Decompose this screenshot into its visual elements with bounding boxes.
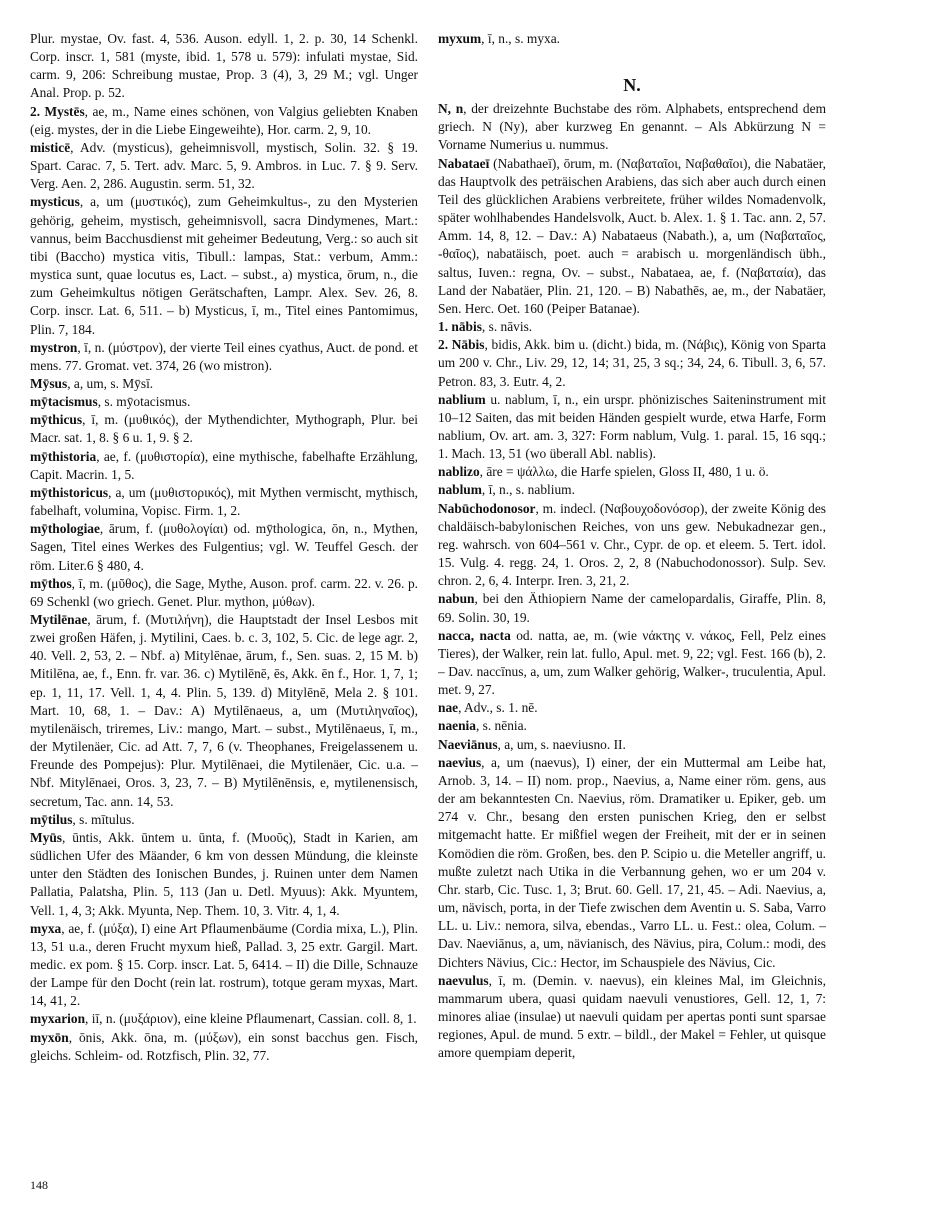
dictionary-entry bbox=[30, 375, 418, 393]
entry-text: , a, um, s. Mȳsī. bbox=[67, 375, 154, 391]
right-column bbox=[438, 30, 826, 1180]
entry-headword: nablum bbox=[438, 482, 482, 498]
entry-headword: mystron bbox=[30, 339, 78, 355]
entry-headword: mysticus bbox=[30, 194, 80, 210]
entry-text: , ūntis, Akk. ūntem u. ūnta, f. (Μυοῦς), Stadt in Karien, am südlichen Ufer des Mäander, 6 km von dessen Mündung, die kleinste unter den Städten des Ionischen Bundes, j. Ruinen unter dem Namen Pallatia, Palatsha, Plin. 5, 113 (Jan u. Detl. Myuus): Akk. Myuntem, Vell. 1, 4, 3; Akk. Myunta, Nep. Them. 10, 3. Vitr. 4, 1, 4. bbox=[30, 829, 418, 918]
dictionary-entry bbox=[438, 500, 826, 591]
dictionary-entry bbox=[438, 155, 826, 318]
entry-text: , der dreizehnte Buchstabe des röm. Alphabets, entsprechend dem griech. N (Ny), aber kurzweg En genannt. – Als Abkürzung N = Vorname Numerius u. nummus. bbox=[438, 101, 826, 153]
entry-headword: nablizo bbox=[438, 464, 480, 480]
entry-text: , s. mȳotacismus. bbox=[97, 394, 191, 410]
entry-headword: nae bbox=[438, 700, 459, 716]
entry-text: Plur. mystae, Ov. fast. 4, 536. Auson. edyll. 1, 2. p. 30, 14 Schenkl. Corp. inscr. 1, 581 (myste, ibid. 1, 578 u. 579): infulati mystae, Sid. carm. 9, 206: Schreibung mustae, Prop. 3 (4), 3, 29 M.; vgl. Unger Anal. Prop. p. 52. bbox=[30, 31, 418, 101]
entry-headword: nabun bbox=[438, 591, 475, 607]
entry-headword: mȳthistoria bbox=[30, 448, 97, 464]
entry-text: , ōnis, Akk. ōna, m. (μύξων), ein sonst bacchus gen. Fisch, gleichs. Schleim- od. Rotzfisch, Plin. 32, 77. bbox=[30, 1029, 418, 1063]
entry-headword: 2. Mystēs bbox=[30, 103, 85, 119]
entry-text: , a, um, s. naeviusno. II. bbox=[497, 736, 626, 752]
dictionary-entry bbox=[438, 463, 826, 481]
entry-headword: Nabūchodonosor bbox=[438, 500, 536, 516]
dictionary-entry bbox=[438, 627, 826, 700]
entry-text: , ae, m., Name eines schönen, von Valgius geliebten Knaben (eig. mystes, der in die Liebe Eingeweihte), Hor. carm. 2, 9, 10. bbox=[30, 103, 418, 137]
entry-text: , s. mītulus. bbox=[72, 811, 135, 827]
entry-text: , a, um (naevus), I) einer, der ein Muttermal am Leibe hat, Arnob. 3, 14. – II) nom. prop., Naevius, a, Name einer röm. gens, aus der am bekanntesten Cn. Naevius, röm. Dramatiker u. Epiker, geb. um 274 v. Chr., besang den ersten punischen Krieg, den er selbst mitgemacht hatte. Er mißfiel wegen der Freiheit, mit der er in seinen Komödien die röm. Großen, bes. den P. Scipio u. die Meteller angriff, u. mußte zuletzt nach Utika in die Verbannung gehen, wo er um 204 v. Chr. starb, Cic. Tusc. 1, 3; Brut. 60. Gell. 17, 21, 45. – Adi. Naevius, a, um, nävisch, porta, in der Tiefe zwischen dem Aventin u. S. Saba, Varro LL. u. Liv.: nemora, silva, ebendas., Varro LL. u. Fest.: olea, Colum. – Dav. Naeviānus, a, um, nävianisch, des Nävius, pira, Colum.: modi, des Dichters Nävius, Cic.: Hector, im Schauspiele des Nävius, Cic. bbox=[438, 754, 826, 970]
entry-text: , ī, m. (μῦθος), die Sage, Mythe, Auson. prof. carm. 22. v. 26. p. 69 Schenkl (wo griech. Genet. Plur. mython, μύθων). bbox=[30, 575, 418, 609]
dictionary-entry bbox=[30, 811, 418, 829]
entry-text: , ī, m. (Demin. v. naevus), ein kleines Mal, im Gleichnis, mammarum ubera, quasi quidam naevuli venustiores, Gell. 12, 1, 7: minores aliae (insulae) ut naevuli quidam per apertas ponti sunt sparsae regiones, Apul. de mund. 5 extr. – bildl., der Makel = Fehler, ut quisque amore quempiam deperit, bbox=[438, 972, 826, 1061]
dictionary-entry bbox=[438, 318, 826, 336]
entry-text: , ae, f. (μύξα), I) eine Art Pflaumenbäume (Cordia mixa, L.), Plin. 13, 51 u.a., deren Frucht myxum hieß, Pallad. 3, 25 extr. Gargil. Mart. medic. ex pom. § 15. Corp. inscr. Lat. 5, 6414. – II) die Dille, Schnauze der Lampe für den Docht (rein lat. rostrum), totque geram myxas, Mart. 14, 41, 2. bbox=[30, 920, 418, 1009]
entry-headword: Myūs bbox=[30, 829, 62, 845]
dictionary-entry bbox=[438, 699, 826, 717]
entry-text: , ārum, f. (μυθολογίαι) od. mȳthologica, ōn, n., Mythen, Sagen, Titel eines Werkes des Fulgentius; vgl. W. Teuffel Gesch. der röm. Liter.6 § 480, 4. bbox=[30, 521, 418, 573]
entry-text: , ī, n. (μύστρον), der vierte Teil eines cyathus, Auct. de pond. et mens. 77. Gromat. vet. 374, 26 (wo mistron). bbox=[30, 339, 418, 373]
entry-text: (Nabathaeī), ōrum, m. (Ναβαταῖοι, Ναβαθαῖοι), die Nabatäer, das Hauptvolk des peträischen Arabiens, das sich aber auch durch einen Teil des glücklichen Arabiens verbreitete, früher wildes Nomadenvolk, später wohlhabendes Handelsvolk, Auct. b. Alex. 1. § 1. Tac. ann. 2, 57. Amm. 14, 8, 12. – Dav.: A) Nabataeus (Nabath.), a, um (Ναβαταῖος, -θαῖος), nabatäisch, poet. auch = arabisch u. morgenländisch übh., saltus, Iuven.: regna, Ov. – subst., Nabataea, ae, f. (Ναβαταία), das Land der Nabatäer, Plin. 21, 120. – B) Nabathēs, ae, m., der Nabatäer, Sen. Herc. Oet. 160 (Peiper Batanae). bbox=[438, 155, 826, 316]
entry-text: , ārum, f. (Μυτιλήνη), die Hauptstadt der Insel Lesbos mit zwei großen Häfen, j. Mytilini, Caes. b. c. 3, 102, 5. Cic. de lege agr. 2, 40. Vell. 2, 53, 2. – Nbf. a) Mitylēnae, ārum, f., Sen. suas. 2, 15 M. b) Mitilēna, ae, f., Enn. fr. var. 36. c) Mytilēnē, ēs, Akk. ēn f., Hor. 1, 7, 1; ep. 1, 11, 17. Vell. 1, 4, 4. Plin. 5, 139. d) Mitylēnē, Mela 2. § 101. Mart. 10, 68, 1. – Dav.: A) Mytilēnaeus, a, um (Μυτιληναῖος), mytilenäisch, triremes, Liv.: mango, Mart. – subst., Mytilēnaeus, ī, m., der Mytilenäer, Cic. ad Att. 7, 7, 6 (v. Theophanes, Freigelassenem u. Freunde des Pompejus): Plur. Mytilēnaei, die Mytilenäer, Cic. u.a. – Nbf. Mitylēnaei, Oros. 3, 23, 7. – B) Mytilēnēnsis, e, mytilenensisch, secretum, Tac. ann. 14, 53. bbox=[30, 612, 418, 809]
entry-headword: mȳtilus bbox=[30, 811, 73, 827]
entry-headword: mȳthologiae bbox=[30, 521, 100, 537]
dictionary-entry bbox=[30, 393, 418, 411]
entry-headword: Naeviānus bbox=[438, 736, 498, 752]
entry-headword: naenia bbox=[438, 718, 476, 734]
dictionary-entry bbox=[30, 575, 418, 611]
entry-text: , s. nēnia. bbox=[475, 718, 527, 734]
dictionary-entry bbox=[438, 717, 826, 735]
left-column bbox=[30, 30, 418, 1170]
dictionary-entry bbox=[30, 829, 418, 920]
entry-text: , bidis, Akk. bim u. (dicht.) bida, m. (Νάβις), König von Sparta um 200 v. Chr., Liv. 29, 12, 14; 31, 25, 3 sq.; 34, 24, 6. Tibull. 3, 6, 57. Petron. 83, 3. Eutr. 4, 2. bbox=[438, 337, 826, 389]
dictionary-entry bbox=[438, 336, 826, 390]
entry-headword: mȳtacismus bbox=[30, 394, 98, 410]
dictionary-entry bbox=[438, 972, 826, 1063]
entry-text: , iī, n. (μυξάριον), eine kleine Pflaumenart, Cassian. coll. 8, 1. bbox=[85, 1011, 417, 1027]
dictionary-entry bbox=[438, 481, 826, 499]
entry-text: od. natta, ae, m. (wie νάκτης v. νάκος, Fell, Pelz eines Tieres), der Walker, rein lat. fullo, Apul. met. 9, 22; vgl. Fest. 166 (b), 2. – Dav. naccīnus, a, um, zum Walker gehörig, Walker-, truculentia, Apul. met. 9, 27. bbox=[438, 627, 826, 698]
entry-headword: mȳthos bbox=[30, 575, 72, 591]
dictionary-entry bbox=[30, 103, 418, 139]
entry-headword: Mȳsus bbox=[30, 375, 68, 391]
entry-headword: myxarion bbox=[30, 1011, 86, 1027]
dictionary-entry bbox=[438, 590, 826, 626]
entry-text: u. nablum, ī, n., ein urspr. phönizisches Saiteninstrument mit 10–12 Saiten, das mit beiden Händen gespielt wurde, etwa Harfe, Form nablium, Ov. art. am. 3, 327: Form nablum, Vulg. 1. paral. 15, 16 sqq.; 1. Mach. 13, 51 (wo überall Abl. nablis). bbox=[438, 391, 826, 462]
dictionary-entry bbox=[30, 1029, 418, 1065]
dictionary-entry bbox=[30, 448, 418, 484]
dictionary-entry bbox=[438, 30, 826, 48]
entry-text: , ī, m. (μυθικός), der Mythendichter, Mythograph, Plur. bei Macr. sat. 1, 8. § 6 u. 1, 9. § 2. bbox=[30, 412, 418, 446]
dictionary-entry bbox=[30, 520, 418, 574]
entry-text: , Adv., s. 1. nē. bbox=[458, 700, 538, 716]
entry-text: , āre = ψάλλω, die Harfe spielen, Gloss II, 480, 1 u. ö. bbox=[479, 464, 769, 480]
dictionary-entry bbox=[30, 30, 418, 103]
entry-text: , Adv. (mysticus), geheimnisvoll, mystisch, Solin. 32. § 19. Spart. Carac. 7, 5. Tert. adv. Marc. 5, 9. Ambros. in Luc. 7. § 9. Serv. Verg. Aen. 2, 286. Augustin. serm. 51, 32. bbox=[30, 139, 418, 192]
entry-text: , ī, n., s. myxa. bbox=[481, 31, 561, 46]
dictionary-entry bbox=[30, 139, 418, 193]
entry-headword: N, n bbox=[438, 101, 464, 117]
entry-headword: Mytilēnae bbox=[30, 612, 88, 627]
dictionary-entry bbox=[438, 100, 826, 154]
dictionary-entry bbox=[438, 754, 826, 972]
right-column-top bbox=[438, 30, 826, 48]
entry-headword: nablium bbox=[438, 391, 486, 407]
entry-headword: myxum bbox=[438, 31, 482, 46]
dictionary-entry bbox=[30, 411, 418, 447]
entry-text: , ae, f. (μυθιστορία), eine mythische, fabelhafte Erzählung, Capit. Macrin. 1, 5. bbox=[30, 448, 418, 482]
dictionary-entry bbox=[30, 193, 418, 338]
dictionary-entry bbox=[438, 736, 826, 754]
dictionary-entry bbox=[30, 1010, 418, 1028]
section-letter: N. bbox=[623, 75, 641, 96]
page-number: 148 bbox=[30, 1178, 48, 1192]
entry-text: , bei den Äthiopiern Name der camelopardalis, Giraffe, Plin. 8, 69. Solin. 30, 19. bbox=[438, 591, 826, 625]
dictionary-entry bbox=[30, 920, 418, 1011]
entry-headword: naevius bbox=[438, 754, 482, 770]
dictionary-entry bbox=[30, 339, 418, 375]
entry-text: , a, um (μυστικός), zum Geheimkultus-, zu den Mysterien gehörig, geheim, mystisch, geheimnisvoll, sacra Dindymenes, Mart.: vannus, beim Bacchusdienst mit geheimer Bedeutung, Verg.: so auch sit tibi (Baccho) mystica vitis, Tibull.: lampas, Stat.: verbum, Amm.: mystica sunt, quae locutus es, Lact. – subst., a) mystica, ōrum, n., die zum Geheimkultus nötigen Gerätschaften, Lampr. Alex. Sev. 26, 8. Corp. inscr. Lat. 6, 511. – b) Mysticus, ī, m., Titel eines Pantomimus, Plin. 7, 184. bbox=[30, 194, 418, 337]
entry-text: , s. nāvis. bbox=[481, 319, 533, 335]
entry-headword: mȳthicus bbox=[30, 412, 83, 428]
entry-headword: 1. nābis bbox=[438, 319, 482, 335]
entry-headword: misticē bbox=[30, 139, 71, 155]
entry-text: , ī, n., s. nablium. bbox=[481, 482, 575, 498]
entry-headword: myxa bbox=[30, 920, 62, 936]
right-column-entries bbox=[438, 100, 826, 1062]
entry-headword: naevulus bbox=[438, 972, 489, 988]
dictionary-entry bbox=[438, 391, 826, 464]
entry-text: , a, um (μυθιστορικός), mit Mythen vermischt, mythisch, fabelhaft, volumina, Vopisc. Firm. 1, 2. bbox=[30, 484, 418, 519]
entry-headword: nacca, nacta bbox=[438, 627, 511, 643]
entry-headword: myxōn bbox=[30, 1029, 69, 1045]
dictionary-entry bbox=[30, 484, 418, 520]
entry-headword: Nabataeī bbox=[438, 155, 490, 171]
entry-text: , m. indecl. (Ναβουχοδονόσορ), der zweite König des chaldäisch-babylonischen Reiches, von uns gew. Nebukadnezar gen., reg. wahrsch. von 604–561 v. Chr., Cypr. de op. et eleem. 5. Tert. idol. 15. Vulg. 4. regg. 24, 1. Oros. 2, 2, 8 (Nabuchodonossor). Sulp. Sev. chron. 2, 6, 4. Interpr. Iren. 3, 21, 2. bbox=[438, 500, 826, 589]
entry-headword: 2. Nābis bbox=[438, 337, 485, 353]
dictionary-entry bbox=[30, 611, 418, 811]
entry-headword: mȳthistoricus bbox=[30, 484, 109, 500]
